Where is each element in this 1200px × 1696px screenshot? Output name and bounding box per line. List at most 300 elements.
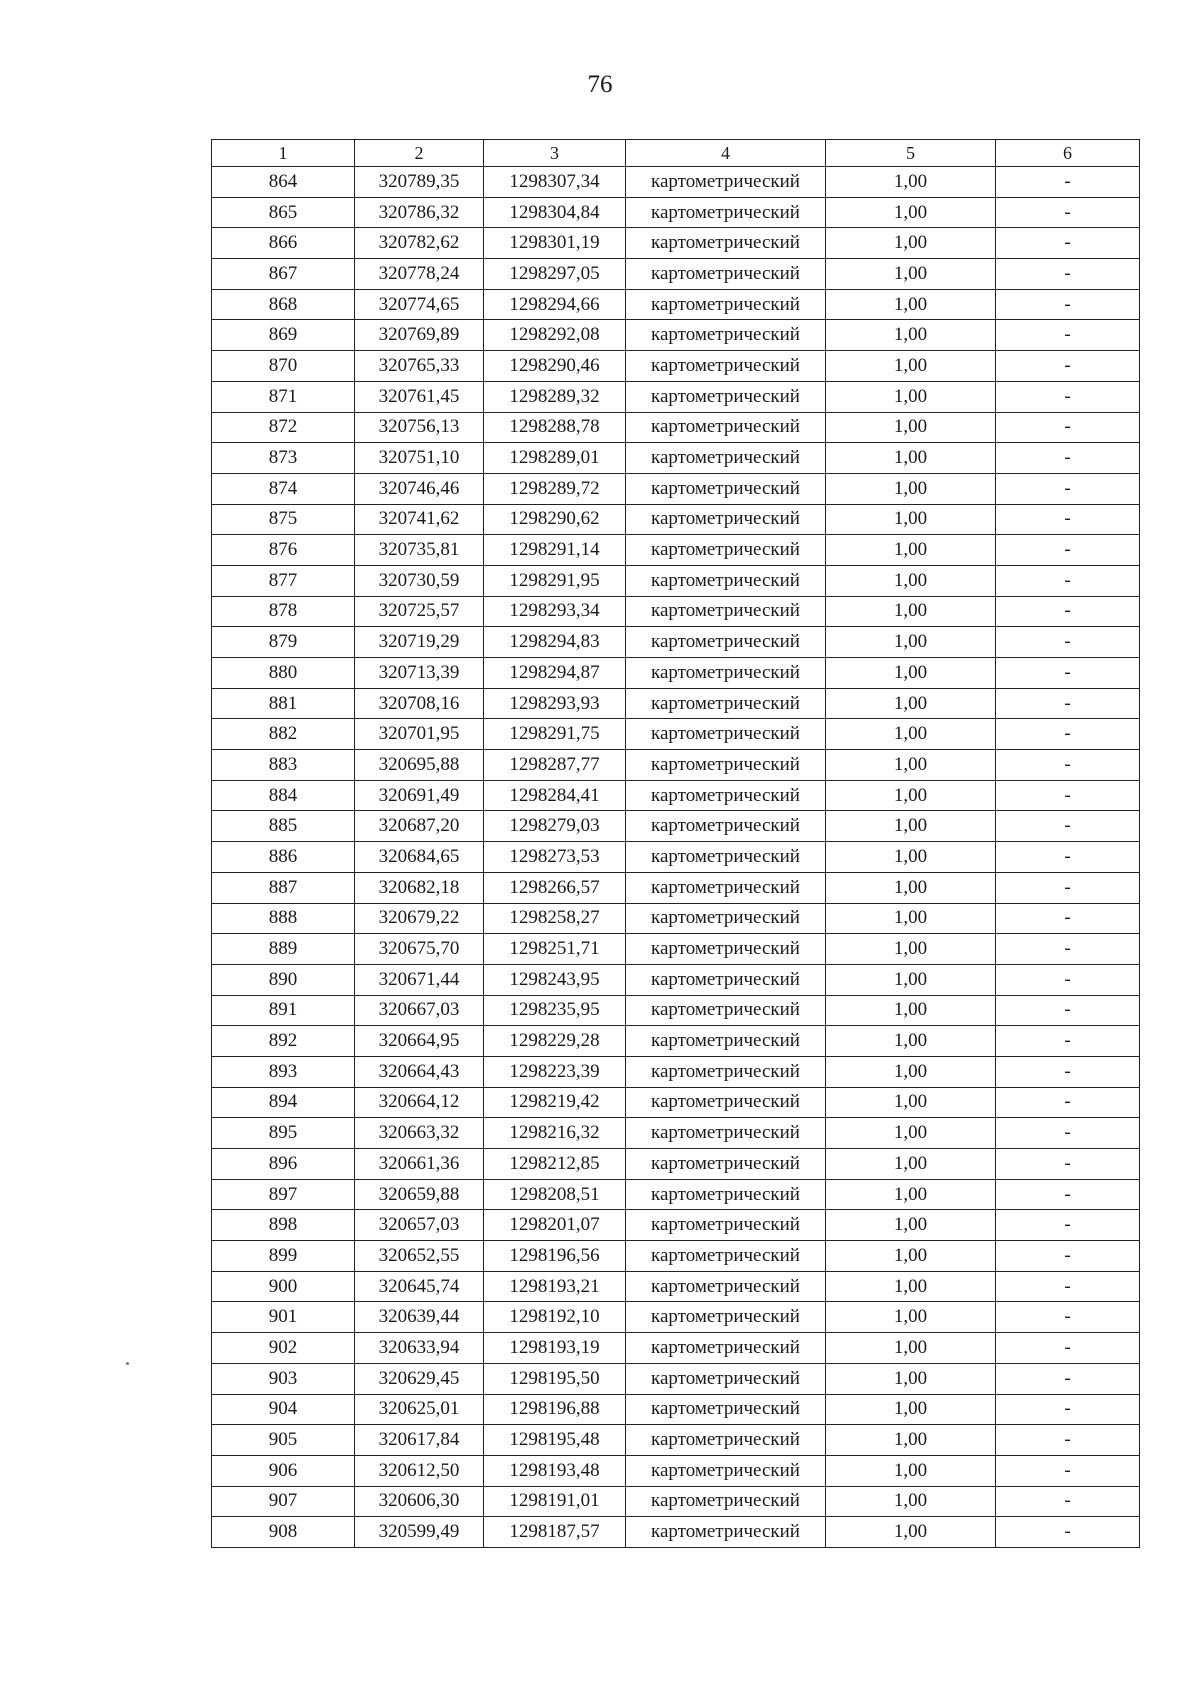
table-row bbox=[212, 535, 1140, 566]
method-cell: картометрический bbox=[626, 1241, 826, 1272]
table-row bbox=[212, 596, 1140, 627]
note-cell: - bbox=[996, 504, 1140, 535]
y-coordinate-cell: 1298289,32 bbox=[484, 381, 626, 412]
table-row bbox=[212, 473, 1140, 504]
method-cell: картометрический bbox=[626, 167, 826, 198]
y-coordinate-cell: 1298293,93 bbox=[484, 688, 626, 719]
y-coordinate-cell: 1298290,62 bbox=[484, 504, 626, 535]
accuracy-cell: 1,00 bbox=[826, 197, 996, 228]
x-coordinate-cell: 320708,16 bbox=[355, 688, 484, 719]
x-coordinate-cell: 320769,89 bbox=[355, 320, 484, 351]
method-cell: картометрический bbox=[626, 443, 826, 474]
x-coordinate-cell: 320664,95 bbox=[355, 1026, 484, 1057]
note-cell: - bbox=[996, 627, 1140, 658]
method-cell: картометрический bbox=[626, 780, 826, 811]
y-coordinate-cell: 1298243,95 bbox=[484, 964, 626, 995]
method-cell: картометрический bbox=[626, 1118, 826, 1149]
note-cell: - bbox=[996, 1394, 1140, 1425]
y-coordinate-cell: 1298212,85 bbox=[484, 1149, 626, 1180]
point-number-cell: 879 bbox=[212, 627, 355, 658]
accuracy-cell: 1,00 bbox=[826, 1425, 996, 1456]
method-cell: картометрический bbox=[626, 320, 826, 351]
note-cell: - bbox=[996, 412, 1140, 443]
x-coordinate-cell: 320756,13 bbox=[355, 412, 484, 443]
table-row bbox=[212, 381, 1140, 412]
table-row bbox=[212, 688, 1140, 719]
note-cell: - bbox=[996, 535, 1140, 566]
table-row bbox=[212, 872, 1140, 903]
y-coordinate-cell: 1298289,01 bbox=[484, 443, 626, 474]
method-cell: картометрический bbox=[626, 842, 826, 873]
table-row bbox=[212, 842, 1140, 873]
note-cell: - bbox=[996, 1271, 1140, 1302]
note-cell: - bbox=[996, 842, 1140, 873]
accuracy-cell: 1,00 bbox=[826, 1333, 996, 1364]
x-coordinate-cell: 320687,20 bbox=[355, 811, 484, 842]
method-cell: картометрический bbox=[626, 1149, 826, 1180]
table-row bbox=[212, 1241, 1140, 1272]
table-row bbox=[212, 1271, 1140, 1302]
note-cell: - bbox=[996, 719, 1140, 750]
accuracy-cell: 1,00 bbox=[826, 443, 996, 474]
method-cell: картометрический bbox=[626, 658, 826, 689]
column-header: 4 bbox=[626, 140, 826, 167]
coordinates-table bbox=[211, 139, 1140, 1548]
y-coordinate-cell: 1298301,19 bbox=[484, 228, 626, 259]
accuracy-cell: 1,00 bbox=[826, 351, 996, 382]
point-number-cell: 903 bbox=[212, 1363, 355, 1394]
point-number-cell: 871 bbox=[212, 381, 355, 412]
accuracy-cell: 1,00 bbox=[826, 1241, 996, 1272]
method-cell: картометрический bbox=[626, 1517, 826, 1548]
y-coordinate-cell: 1298195,48 bbox=[484, 1425, 626, 1456]
y-coordinate-cell: 1298192,10 bbox=[484, 1302, 626, 1333]
table-row bbox=[212, 627, 1140, 658]
accuracy-cell: 1,00 bbox=[826, 1486, 996, 1517]
note-cell: - bbox=[996, 351, 1140, 382]
point-number-cell: 866 bbox=[212, 228, 355, 259]
method-cell: картометрический bbox=[626, 351, 826, 382]
accuracy-cell: 1,00 bbox=[826, 1455, 996, 1486]
point-number-cell: 874 bbox=[212, 473, 355, 504]
x-coordinate-cell: 320664,12 bbox=[355, 1087, 484, 1118]
point-number-cell: 885 bbox=[212, 811, 355, 842]
x-coordinate-cell: 320612,50 bbox=[355, 1455, 484, 1486]
x-coordinate-cell: 320617,84 bbox=[355, 1425, 484, 1456]
x-coordinate-cell: 320645,74 bbox=[355, 1271, 484, 1302]
point-number-cell: 883 bbox=[212, 750, 355, 781]
x-coordinate-cell: 320778,24 bbox=[355, 259, 484, 290]
accuracy-cell: 1,00 bbox=[826, 320, 996, 351]
point-number-cell: 887 bbox=[212, 872, 355, 903]
table-row bbox=[212, 1394, 1140, 1425]
note-cell: - bbox=[996, 1363, 1140, 1394]
accuracy-cell: 1,00 bbox=[826, 596, 996, 627]
note-cell: - bbox=[996, 197, 1140, 228]
table-row bbox=[212, 228, 1140, 259]
accuracy-cell: 1,00 bbox=[826, 719, 996, 750]
table-row bbox=[212, 934, 1140, 965]
table-row bbox=[212, 811, 1140, 842]
y-coordinate-cell: 1298307,34 bbox=[484, 167, 626, 198]
accuracy-cell: 1,00 bbox=[826, 1118, 996, 1149]
x-coordinate-cell: 320652,55 bbox=[355, 1241, 484, 1272]
method-cell: картометрический bbox=[626, 964, 826, 995]
x-coordinate-cell: 320701,95 bbox=[355, 719, 484, 750]
x-coordinate-cell: 320746,46 bbox=[355, 473, 484, 504]
x-coordinate-cell: 320675,70 bbox=[355, 934, 484, 965]
note-cell: - bbox=[996, 872, 1140, 903]
x-coordinate-cell: 320786,32 bbox=[355, 197, 484, 228]
point-number-cell: 880 bbox=[212, 658, 355, 689]
method-cell: картометрический bbox=[626, 1333, 826, 1364]
point-number-cell: 869 bbox=[212, 320, 355, 351]
method-cell: картометрический bbox=[626, 750, 826, 781]
method-cell: картометрический bbox=[626, 259, 826, 290]
y-coordinate-cell: 1298235,95 bbox=[484, 995, 626, 1026]
method-cell: картометрический bbox=[626, 473, 826, 504]
method-cell: картометрический bbox=[626, 934, 826, 965]
y-coordinate-cell: 1298294,66 bbox=[484, 289, 626, 320]
accuracy-cell: 1,00 bbox=[826, 504, 996, 535]
x-coordinate-cell: 320691,49 bbox=[355, 780, 484, 811]
method-cell: картометрический bbox=[626, 412, 826, 443]
note-cell: - bbox=[996, 565, 1140, 596]
table-row bbox=[212, 1149, 1140, 1180]
x-coordinate-cell: 320713,39 bbox=[355, 658, 484, 689]
x-coordinate-cell: 320599,49 bbox=[355, 1517, 484, 1548]
x-coordinate-cell: 320695,88 bbox=[355, 750, 484, 781]
note-cell: - bbox=[996, 1056, 1140, 1087]
method-cell: картометрический bbox=[626, 596, 826, 627]
table-header bbox=[212, 140, 1140, 167]
method-cell: картометрический bbox=[626, 1179, 826, 1210]
point-number-cell: 902 bbox=[212, 1333, 355, 1364]
point-number-cell: 906 bbox=[212, 1455, 355, 1486]
x-coordinate-cell: 320679,22 bbox=[355, 903, 484, 934]
point-number-cell: 872 bbox=[212, 412, 355, 443]
method-cell: картометрический bbox=[626, 197, 826, 228]
scan-speck bbox=[126, 1362, 129, 1365]
accuracy-cell: 1,00 bbox=[826, 1056, 996, 1087]
table-row bbox=[212, 320, 1140, 351]
table-row bbox=[212, 1179, 1140, 1210]
x-coordinate-cell: 320725,57 bbox=[355, 596, 484, 627]
y-coordinate-cell: 1298294,87 bbox=[484, 658, 626, 689]
method-cell: картометрический bbox=[626, 811, 826, 842]
accuracy-cell: 1,00 bbox=[826, 903, 996, 934]
point-number-cell: 868 bbox=[212, 289, 355, 320]
accuracy-cell: 1,00 bbox=[826, 1210, 996, 1241]
accuracy-cell: 1,00 bbox=[826, 167, 996, 198]
table-body bbox=[212, 167, 1140, 1548]
x-coordinate-cell: 320782,62 bbox=[355, 228, 484, 259]
note-cell: - bbox=[996, 1179, 1140, 1210]
point-number-cell: 898 bbox=[212, 1210, 355, 1241]
y-coordinate-cell: 1298196,88 bbox=[484, 1394, 626, 1425]
y-coordinate-cell: 1298287,77 bbox=[484, 750, 626, 781]
method-cell: картометрический bbox=[626, 1026, 826, 1057]
y-coordinate-cell: 1298195,50 bbox=[484, 1363, 626, 1394]
x-coordinate-cell: 320719,29 bbox=[355, 627, 484, 658]
point-number-cell: 876 bbox=[212, 535, 355, 566]
note-cell: - bbox=[996, 934, 1140, 965]
note-cell: - bbox=[996, 688, 1140, 719]
note-cell: - bbox=[996, 1087, 1140, 1118]
point-number-cell: 895 bbox=[212, 1118, 355, 1149]
table-row bbox=[212, 443, 1140, 474]
accuracy-cell: 1,00 bbox=[826, 535, 996, 566]
x-coordinate-cell: 320751,10 bbox=[355, 443, 484, 474]
note-cell: - bbox=[996, 903, 1140, 934]
accuracy-cell: 1,00 bbox=[826, 565, 996, 596]
method-cell: картометрический bbox=[626, 1394, 826, 1425]
method-cell: картометрический bbox=[626, 1302, 826, 1333]
note-cell: - bbox=[996, 964, 1140, 995]
table-row bbox=[212, 1118, 1140, 1149]
y-coordinate-cell: 1298216,32 bbox=[484, 1118, 626, 1149]
y-coordinate-cell: 1298288,78 bbox=[484, 412, 626, 443]
method-cell: картометрический bbox=[626, 1087, 826, 1118]
y-coordinate-cell: 1298291,75 bbox=[484, 719, 626, 750]
y-coordinate-cell: 1298196,56 bbox=[484, 1241, 626, 1272]
table-row bbox=[212, 1087, 1140, 1118]
x-coordinate-cell: 320663,32 bbox=[355, 1118, 484, 1149]
point-number-cell: 873 bbox=[212, 443, 355, 474]
table-row bbox=[212, 658, 1140, 689]
method-cell: картометрический bbox=[626, 1210, 826, 1241]
accuracy-cell: 1,00 bbox=[826, 688, 996, 719]
point-number-cell: 877 bbox=[212, 565, 355, 596]
method-cell: картометрический bbox=[626, 995, 826, 1026]
x-coordinate-cell: 320730,59 bbox=[355, 565, 484, 596]
point-number-cell: 864 bbox=[212, 167, 355, 198]
note-cell: - bbox=[996, 1425, 1140, 1456]
note-cell: - bbox=[996, 289, 1140, 320]
table-row bbox=[212, 1517, 1140, 1548]
point-number-cell: 893 bbox=[212, 1056, 355, 1087]
table-row bbox=[212, 1026, 1140, 1057]
accuracy-cell: 1,00 bbox=[826, 1026, 996, 1057]
x-coordinate-cell: 320761,45 bbox=[355, 381, 484, 412]
y-coordinate-cell: 1298284,41 bbox=[484, 780, 626, 811]
point-number-cell: 908 bbox=[212, 1517, 355, 1548]
method-cell: картометрический bbox=[626, 903, 826, 934]
accuracy-cell: 1,00 bbox=[826, 780, 996, 811]
y-coordinate-cell: 1298304,84 bbox=[484, 197, 626, 228]
method-cell: картометрический bbox=[626, 1425, 826, 1456]
y-coordinate-cell: 1298223,39 bbox=[484, 1056, 626, 1087]
x-coordinate-cell: 320684,65 bbox=[355, 842, 484, 873]
x-coordinate-cell: 320741,62 bbox=[355, 504, 484, 535]
y-coordinate-cell: 1298266,57 bbox=[484, 872, 626, 903]
note-cell: - bbox=[996, 1118, 1140, 1149]
column-header: 2 bbox=[355, 140, 484, 167]
accuracy-cell: 1,00 bbox=[826, 412, 996, 443]
note-cell: - bbox=[996, 1149, 1140, 1180]
accuracy-cell: 1,00 bbox=[826, 1302, 996, 1333]
y-coordinate-cell: 1298292,08 bbox=[484, 320, 626, 351]
accuracy-cell: 1,00 bbox=[826, 658, 996, 689]
point-number-cell: 886 bbox=[212, 842, 355, 873]
table-row bbox=[212, 1333, 1140, 1364]
point-number-cell: 892 bbox=[212, 1026, 355, 1057]
note-cell: - bbox=[996, 1302, 1140, 1333]
point-number-cell: 881 bbox=[212, 688, 355, 719]
accuracy-cell: 1,00 bbox=[826, 1149, 996, 1180]
table-row bbox=[212, 964, 1140, 995]
note-cell: - bbox=[996, 596, 1140, 627]
table-row bbox=[212, 780, 1140, 811]
method-cell: картометрический bbox=[626, 688, 826, 719]
note-cell: - bbox=[996, 750, 1140, 781]
table-row bbox=[212, 197, 1140, 228]
accuracy-cell: 1,00 bbox=[826, 381, 996, 412]
x-coordinate-cell: 320629,45 bbox=[355, 1363, 484, 1394]
note-cell: - bbox=[996, 473, 1140, 504]
method-cell: картометрический bbox=[626, 1455, 826, 1486]
table-row bbox=[212, 1363, 1140, 1394]
accuracy-cell: 1,00 bbox=[826, 811, 996, 842]
column-header: 5 bbox=[826, 140, 996, 167]
y-coordinate-cell: 1298193,48 bbox=[484, 1455, 626, 1486]
table-row bbox=[212, 1056, 1140, 1087]
note-cell: - bbox=[996, 1333, 1140, 1364]
accuracy-cell: 1,00 bbox=[826, 228, 996, 259]
x-coordinate-cell: 320606,30 bbox=[355, 1486, 484, 1517]
y-coordinate-cell: 1298290,46 bbox=[484, 351, 626, 382]
table-row bbox=[212, 289, 1140, 320]
accuracy-cell: 1,00 bbox=[826, 1363, 996, 1394]
note-cell: - bbox=[996, 1486, 1140, 1517]
y-coordinate-cell: 1298193,19 bbox=[484, 1333, 626, 1364]
note-cell: - bbox=[996, 1241, 1140, 1272]
method-cell: картометрический bbox=[626, 1486, 826, 1517]
point-number-cell: 878 bbox=[212, 596, 355, 627]
note-cell: - bbox=[996, 658, 1140, 689]
table-row bbox=[212, 259, 1140, 290]
method-cell: картометрический bbox=[626, 565, 826, 596]
y-coordinate-cell: 1298279,03 bbox=[484, 811, 626, 842]
x-coordinate-cell: 320625,01 bbox=[355, 1394, 484, 1425]
point-number-cell: 888 bbox=[212, 903, 355, 934]
accuracy-cell: 1,00 bbox=[826, 1394, 996, 1425]
table-row bbox=[212, 504, 1140, 535]
y-coordinate-cell: 1298258,27 bbox=[484, 903, 626, 934]
method-cell: картометрический bbox=[626, 719, 826, 750]
method-cell: картометрический bbox=[626, 535, 826, 566]
y-coordinate-cell: 1298193,21 bbox=[484, 1271, 626, 1302]
y-coordinate-cell: 1298208,51 bbox=[484, 1179, 626, 1210]
column-header: 1 bbox=[212, 140, 355, 167]
x-coordinate-cell: 320735,81 bbox=[355, 535, 484, 566]
column-header: 3 bbox=[484, 140, 626, 167]
note-cell: - bbox=[996, 1026, 1140, 1057]
note-cell: - bbox=[996, 1455, 1140, 1486]
table-row bbox=[212, 903, 1140, 934]
table-row bbox=[212, 565, 1140, 596]
point-number-cell: 865 bbox=[212, 197, 355, 228]
accuracy-cell: 1,00 bbox=[826, 934, 996, 965]
method-cell: картометрический bbox=[626, 627, 826, 658]
table-row bbox=[212, 719, 1140, 750]
point-number-cell: 897 bbox=[212, 1179, 355, 1210]
x-coordinate-cell: 320671,44 bbox=[355, 964, 484, 995]
y-coordinate-cell: 1298297,05 bbox=[484, 259, 626, 290]
point-number-cell: 904 bbox=[212, 1394, 355, 1425]
x-coordinate-cell: 320657,03 bbox=[355, 1210, 484, 1241]
table-row bbox=[212, 351, 1140, 382]
point-number-cell: 882 bbox=[212, 719, 355, 750]
point-number-cell: 900 bbox=[212, 1271, 355, 1302]
y-coordinate-cell: 1298219,42 bbox=[484, 1087, 626, 1118]
accuracy-cell: 1,00 bbox=[826, 964, 996, 995]
x-coordinate-cell: 320659,88 bbox=[355, 1179, 484, 1210]
accuracy-cell: 1,00 bbox=[826, 259, 996, 290]
accuracy-cell: 1,00 bbox=[826, 627, 996, 658]
page-number: 76 bbox=[587, 71, 613, 98]
note-cell: - bbox=[996, 780, 1140, 811]
accuracy-cell: 1,00 bbox=[826, 842, 996, 873]
x-coordinate-cell: 320661,36 bbox=[355, 1149, 484, 1180]
accuracy-cell: 1,00 bbox=[826, 995, 996, 1026]
y-coordinate-cell: 1298289,72 bbox=[484, 473, 626, 504]
point-number-cell: 875 bbox=[212, 504, 355, 535]
header-row bbox=[212, 140, 1140, 167]
y-coordinate-cell: 1298291,14 bbox=[484, 535, 626, 566]
x-coordinate-cell: 320639,44 bbox=[355, 1302, 484, 1333]
method-cell: картометрический bbox=[626, 872, 826, 903]
y-coordinate-cell: 1298229,28 bbox=[484, 1026, 626, 1057]
x-coordinate-cell: 320633,94 bbox=[355, 1333, 484, 1364]
method-cell: картометрический bbox=[626, 504, 826, 535]
method-cell: картометрический bbox=[626, 381, 826, 412]
point-number-cell: 884 bbox=[212, 780, 355, 811]
y-coordinate-cell: 1298294,83 bbox=[484, 627, 626, 658]
point-number-cell: 896 bbox=[212, 1149, 355, 1180]
point-number-cell: 891 bbox=[212, 995, 355, 1026]
method-cell: картометрический bbox=[626, 289, 826, 320]
y-coordinate-cell: 1298273,53 bbox=[484, 842, 626, 873]
method-cell: картометрический bbox=[626, 228, 826, 259]
accuracy-cell: 1,00 bbox=[826, 473, 996, 504]
method-cell: картометрический bbox=[626, 1363, 826, 1394]
note-cell: - bbox=[996, 1517, 1140, 1548]
accuracy-cell: 1,00 bbox=[826, 1087, 996, 1118]
table-row bbox=[212, 1210, 1140, 1241]
accuracy-cell: 1,00 bbox=[826, 1517, 996, 1548]
note-cell: - bbox=[996, 167, 1140, 198]
note-cell: - bbox=[996, 228, 1140, 259]
point-number-cell: 889 bbox=[212, 934, 355, 965]
table-row bbox=[212, 995, 1140, 1026]
point-number-cell: 901 bbox=[212, 1302, 355, 1333]
point-number-cell: 894 bbox=[212, 1087, 355, 1118]
method-cell: картометрический bbox=[626, 1271, 826, 1302]
table-row bbox=[212, 412, 1140, 443]
y-coordinate-cell: 1298251,71 bbox=[484, 934, 626, 965]
table-row bbox=[212, 1425, 1140, 1456]
note-cell: - bbox=[996, 320, 1140, 351]
point-number-cell: 867 bbox=[212, 259, 355, 290]
table-row bbox=[212, 167, 1140, 198]
note-cell: - bbox=[996, 443, 1140, 474]
x-coordinate-cell: 320765,33 bbox=[355, 351, 484, 382]
note-cell: - bbox=[996, 1210, 1140, 1241]
point-number-cell: 870 bbox=[212, 351, 355, 382]
x-coordinate-cell: 320774,65 bbox=[355, 289, 484, 320]
y-coordinate-cell: 1298291,95 bbox=[484, 565, 626, 596]
